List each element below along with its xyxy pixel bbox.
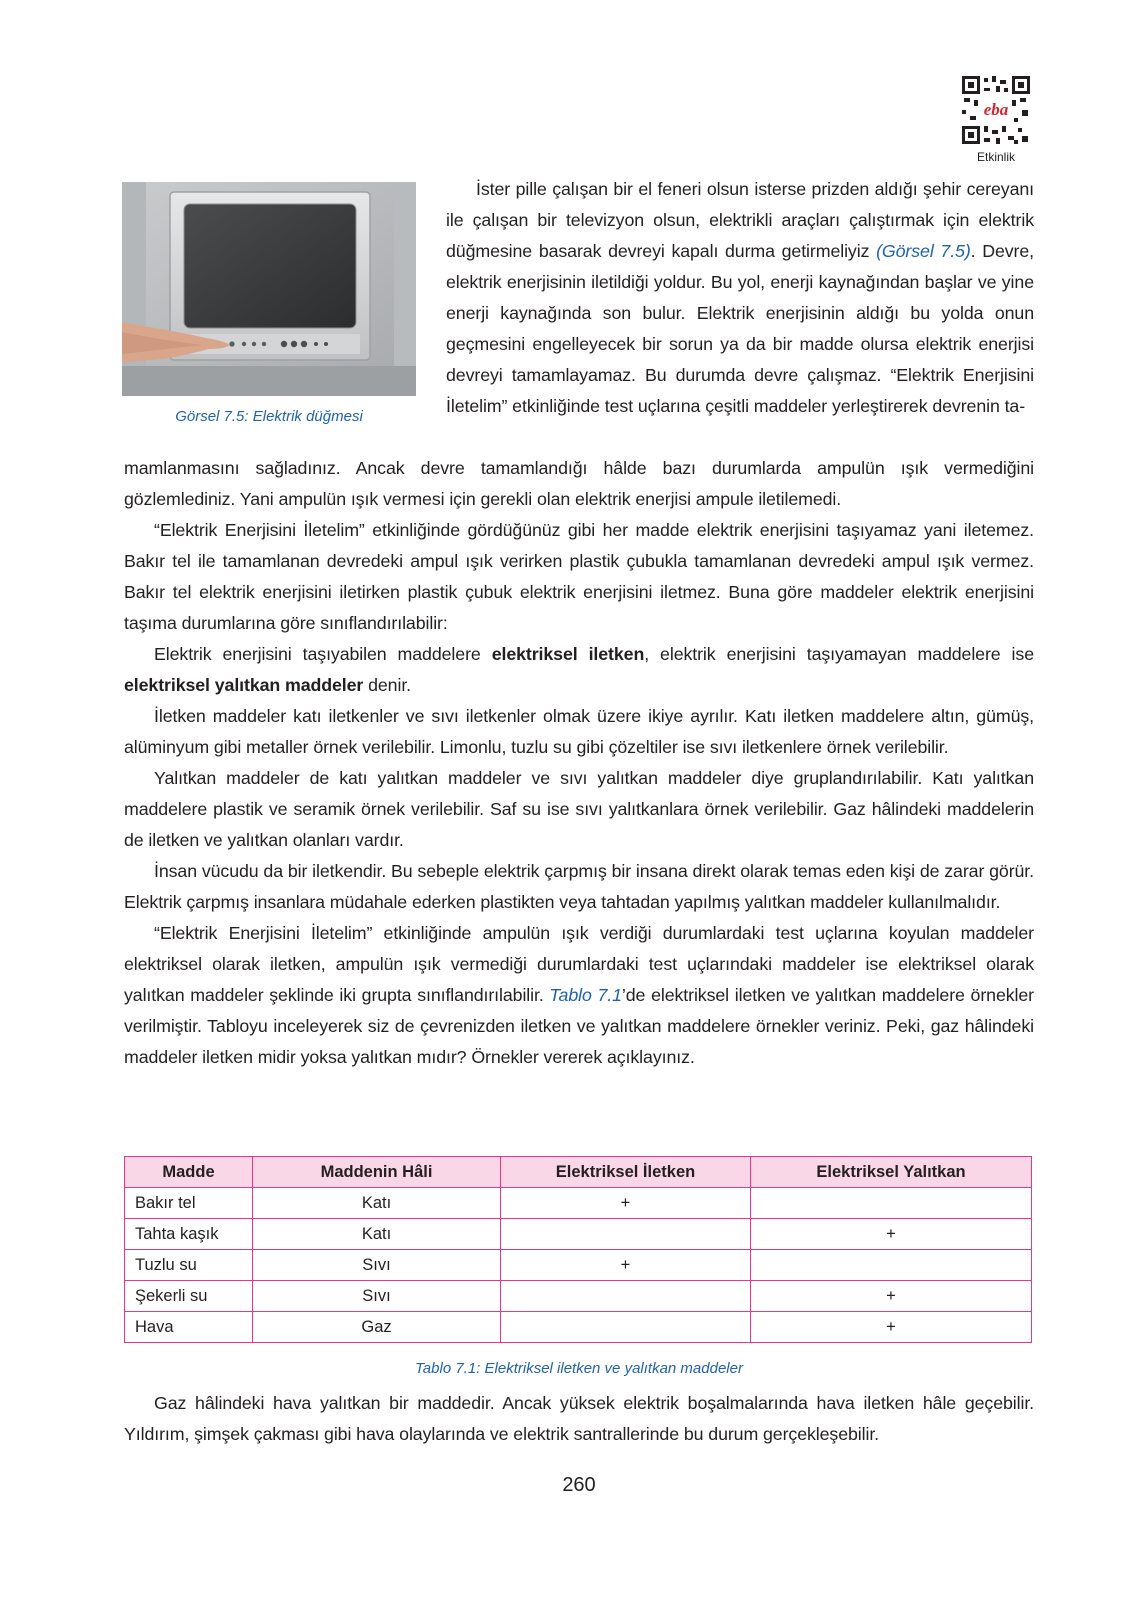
paragraph: Elektrik enerjisini taşıyabilen maddelere elektriksel iletken, elektrik enerjisini taşıyamayan maddelere ise elektriksel yalıtkan maddeler denir.: [124, 644, 1034, 695]
body-text: [124, 453, 1034, 1073]
table-cell: Tuzlu su: [125, 1250, 253, 1281]
table-cell: Tahta kaşık: [125, 1219, 253, 1250]
table-cell: Şekerli su: [125, 1281, 253, 1312]
paragraph: Gaz hâlindeki hava yalıtkan bir maddedir. Ancak yüksek elektrik boşalmalarında hava iletken hâle geçebilir. Yıldırım, şimşek çakması gibi hava olaylarında ve elektrik santrallerinde bu durum gerçekleşebilir.: [124, 1393, 1034, 1444]
table-row: [125, 1219, 1032, 1250]
table-cell: Hava: [125, 1312, 253, 1343]
table-reference[interactable]: Tablo 7.1: [549, 985, 622, 1005]
paragraph: İletken maddeler katı iletkenler ve sıvı iletkenler olmak üzere ikiye ayrılır. Katı iletken maddelere altın, gümüş, alüminyum gibi metaller örnek verilebilir. Limonlu, tuzlu su gibi çözeltiler ise sıvı iletkenlere örnek verilebilir.: [124, 706, 1034, 757]
term-insulator: elektriksel yalıtkan maddeler: [124, 675, 364, 695]
column-header: Maddenin Hâli: [253, 1157, 501, 1188]
table-cell: Katı: [253, 1188, 501, 1219]
qr-label: Etkinlik: [976, 150, 1015, 164]
page-number: 260: [562, 1474, 596, 1496]
table-header-row: [125, 1157, 1032, 1188]
table-row: [125, 1281, 1032, 1312]
table-cell: Sıvı: [253, 1281, 501, 1312]
paragraph: “Elektrik Enerjisini İletelim” etkinliğinde gördüğünüz gibi her madde elektrik enerjisini taşıyamaz yani iletemez. Bakır tel ile tamamlanan devredeki ampul ışık verirken plastik çubukla tamamlanan devredeki ampul ışık vermez. Bakır tel elektrik enerjisini iletirken plastik çubuk elektrik enerjisini iletmez. Buna göre maddeler elektrik enerjisini taşıma durumlarına göre sınıflandırılabilir:: [124, 520, 1034, 633]
table-cell: [501, 1281, 751, 1312]
table-cell: +: [751, 1281, 1032, 1312]
table-cell: +: [751, 1219, 1032, 1250]
table-cell: +: [751, 1312, 1032, 1343]
table-cell: Sıvı: [253, 1250, 501, 1281]
column-header: Elektriksel İletken: [501, 1157, 751, 1188]
closing-paragraph: [124, 1388, 1034, 1450]
table-cell: [751, 1188, 1032, 1219]
figure-image: [122, 182, 416, 396]
table-cell: Gaz: [253, 1312, 501, 1343]
paragraph: İnsan vücudu da bir iletkendir. Bu sebeple elektrik çarpmış bir insana direkt olarak temas eden kişi de zarar görür. Elektrik çarpmış insanlara müdahale ederken plastikten veya tahtadan yapılmış yalıtkan maddeler kullanılmalıdır.: [124, 861, 1034, 912]
table-cell: [501, 1312, 751, 1343]
table-cell: +: [501, 1250, 751, 1281]
table-cell: +: [501, 1188, 751, 1219]
conductors-table: [124, 1156, 1032, 1343]
term-conductor: elektriksel iletken: [491, 644, 645, 664]
column-header: Elektriksel Yalıtkan: [751, 1157, 1032, 1188]
table-row: [125, 1312, 1032, 1343]
table-cell: Bakır tel: [125, 1188, 253, 1219]
figure-reference[interactable]: (Görsel 7.5): [876, 241, 971, 261]
table-cell: Katı: [253, 1219, 501, 1250]
paragraph: “Elektrik Enerjisini İletelim” etkinliğinde ampulün ışık verdiği durumlardaki test uçlarına koyulan maddeler elektriksel olarak iletken, ampulün ışık vermediği durumlardaki test uçlarındaki maddeler ise elektriksel olarak yalıtkan maddeler şeklinde iki grupta sınıflandırılabilir. Tablo 7.1’de elektriksel iletken ve yalıtkan maddelere örnekler verilmiştir. Tabloyu inceleyerek siz de çevrenizden iletken ve yalıtkan maddelere örnekler veriniz. Peki, gaz hâlindeki maddeler iletken midir yoksa yalıtkan mıdır? Örnekler vererek açıklayınız.: [124, 923, 1034, 1067]
intro-paragraph: İster pille çalışan bir el feneri olsun isterse prizden aldığı şehir cereyanı ile çalışan bir televizyon olsun, elektrikli araçları çalıştırmak için elektrik düğmesine basarak devreyi kapalı durma getirmeliyiz (Görsel 7.5). Devre, elektrik enerjisinin iletildiği yoldur. Bu yol, enerji kaynağından başlar ve yine enerji kaynağında son bulur. Elektrik enerjisinin aldığı bu yolda onun geçmesini engelleyecek bir sorun ya da bir madde olursa elektrik enerjisi devreyi tamamlayamaz. Bu durumda devre çalışmaz. “Elektrik Enerjisini İletelim” etkinliğinde test uçlarına çeşitli maddeler yerleştirerek devrenin ta-: [446, 179, 1034, 416]
qr-code[interactable]: [962, 76, 1030, 144]
table-caption: Tablo 7.1: Elektriksel iletken ve yalıtkan maddeler: [415, 1360, 743, 1377]
paragraph: Yalıtkan maddeler de katı yalıtkan maddeler ve sıvı yalıtkan maddeler diye gruplandırılabilir. Katı yalıtkan maddelere plastik ve seramik örnek verilebilir. Saf su ise sıvı yalıtkanlara örnek verilebilir. Gaz hâlindeki maddelerin de iletken ve yalıtkan olanları vardır.: [124, 768, 1034, 850]
eba-logo-text: eba: [983, 100, 1009, 119]
figure-caption: Görsel 7.5: Elektrik düğmesi: [175, 408, 363, 425]
paragraph: mamlanmasını sağladınız. Ancak devre tamamlandığı hâlde bazı durumlarda ampulün ışık vermediğini gözlemlediniz. Yani ampulün ışık vermesi için gerekli olan elektrik enerjisi ampule iletilemedi.: [124, 458, 1034, 509]
table-cell: [751, 1250, 1032, 1281]
table-row: [125, 1250, 1032, 1281]
table-cell: [501, 1219, 751, 1250]
column-header: Madde: [125, 1157, 253, 1188]
table-row: [125, 1188, 1032, 1219]
